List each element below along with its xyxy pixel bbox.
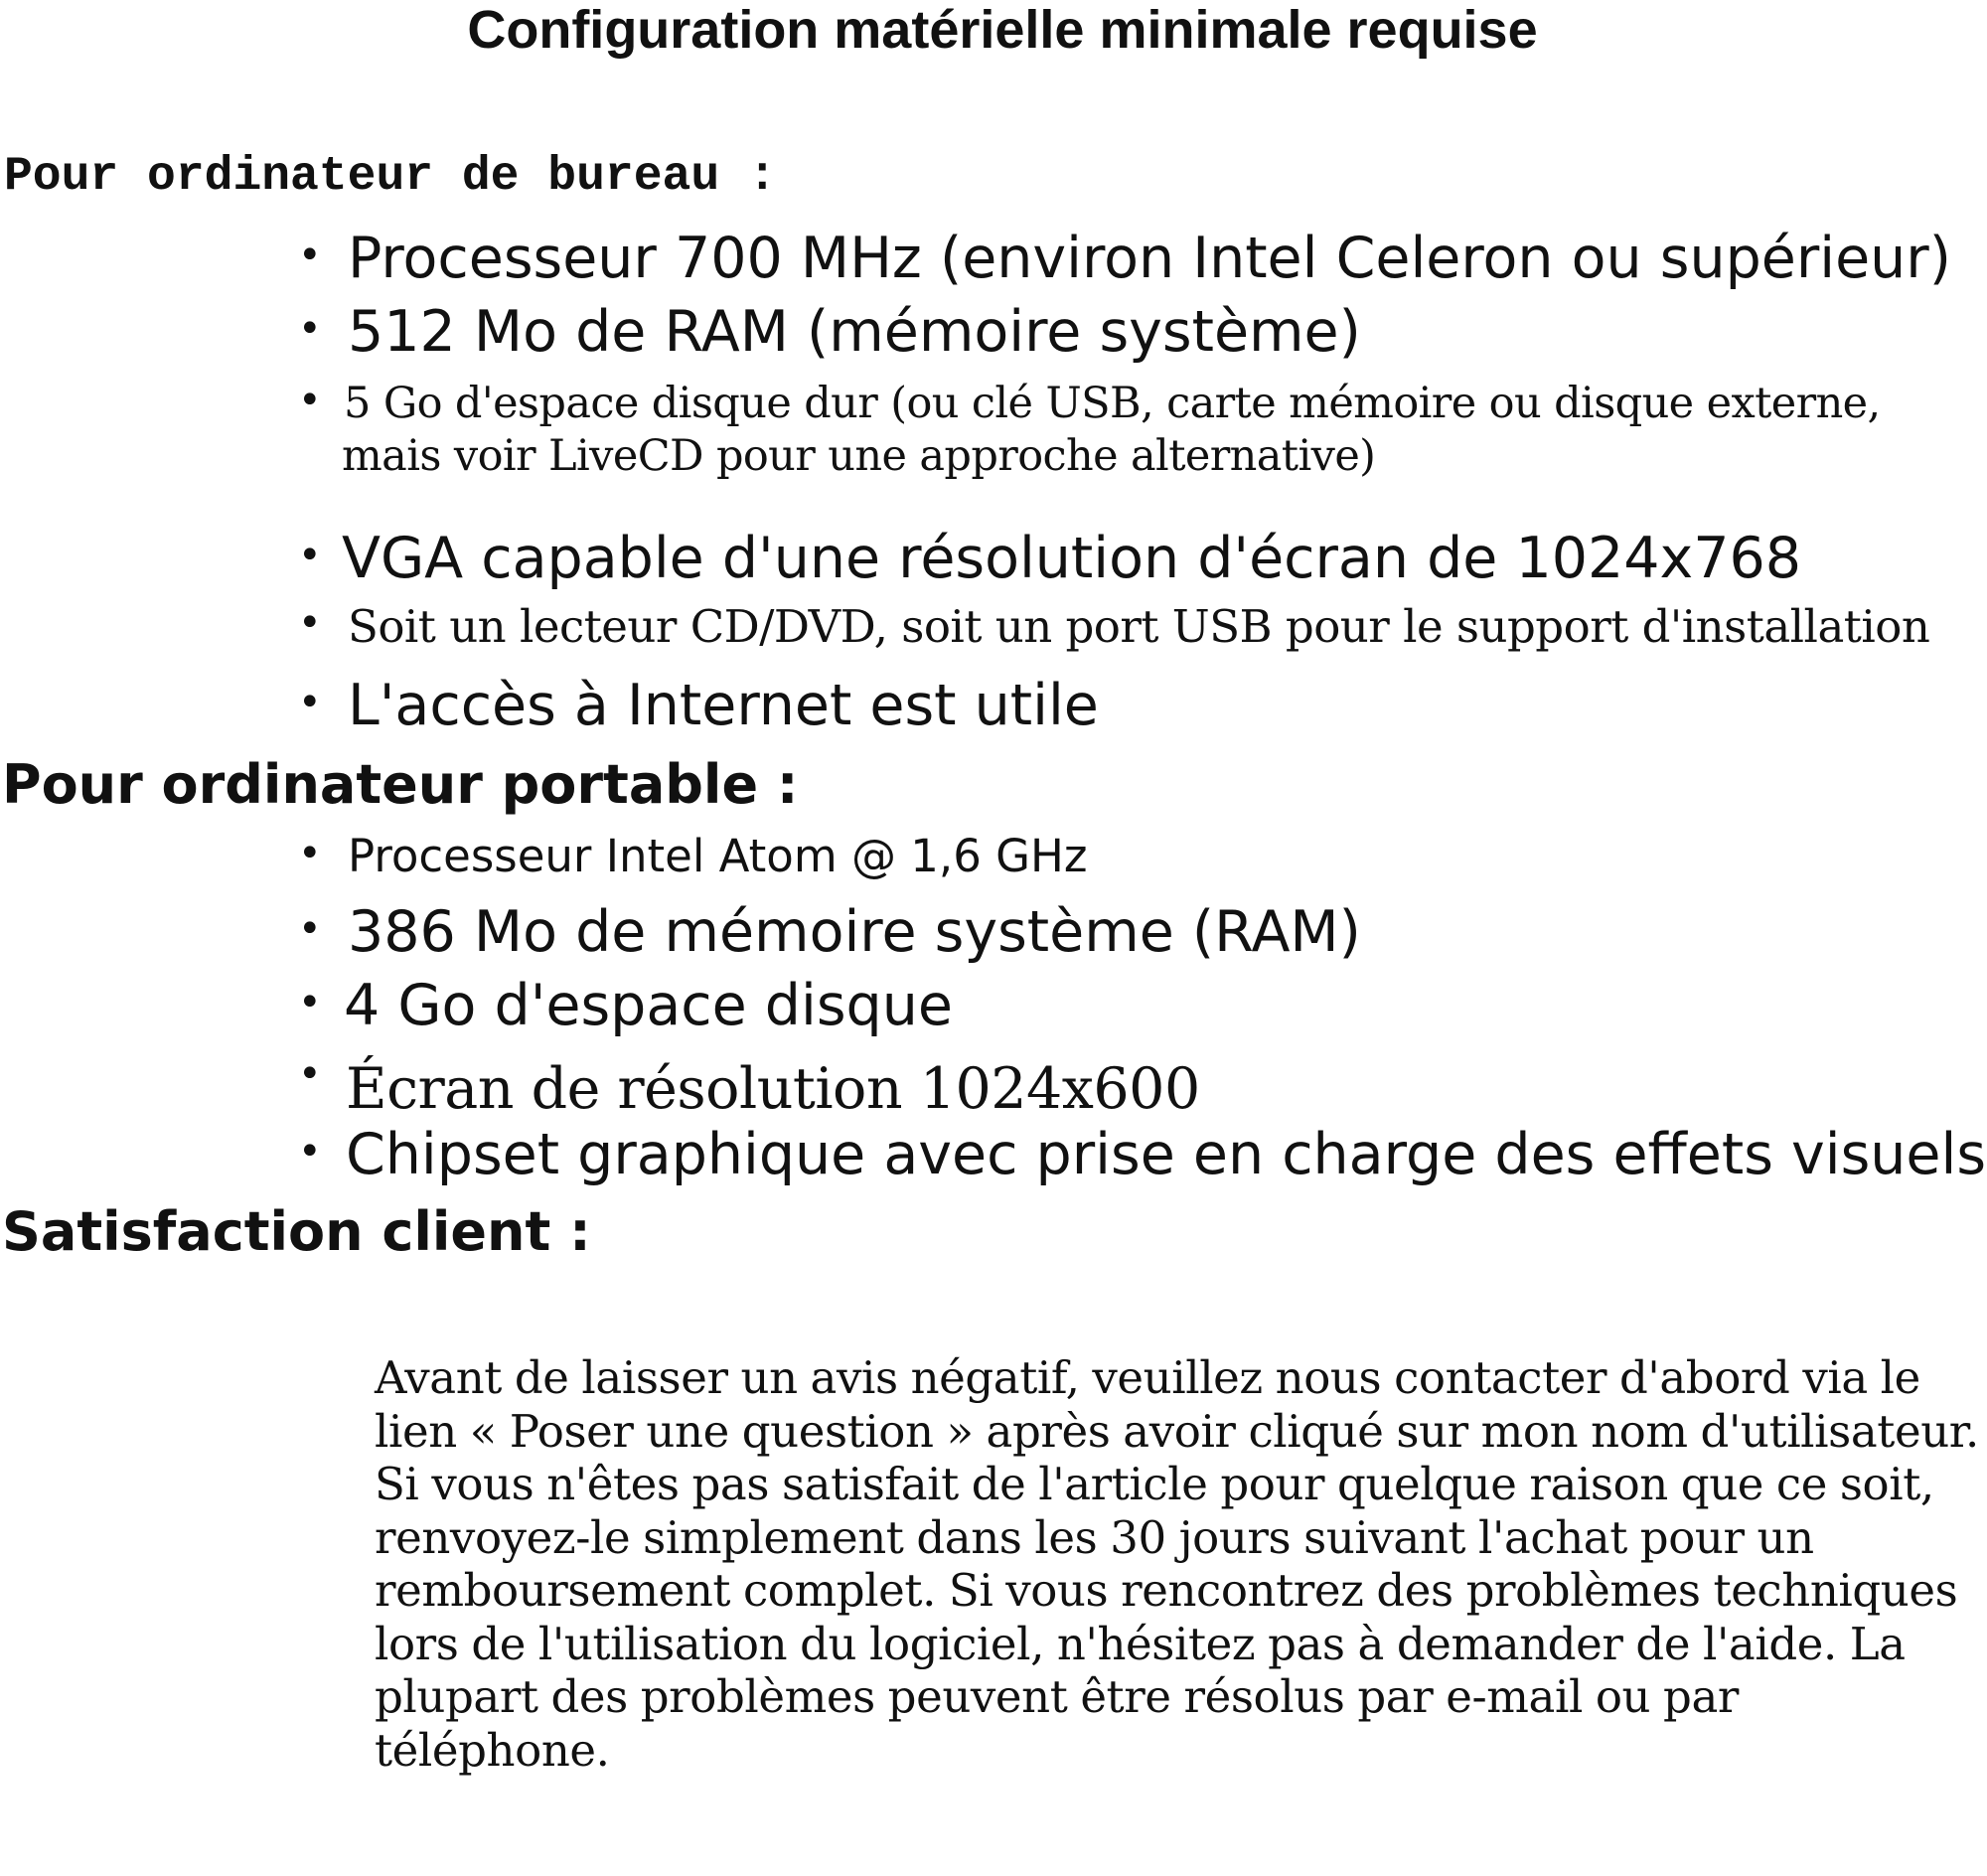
satisfaction-heading: Satisfaction client :	[2, 1200, 591, 1263]
list-item-text: mais voir LiveCD pour une approche alternative)	[342, 431, 1376, 481]
list-item-text: Écran de résolution 1024x600	[346, 1056, 1200, 1122]
bullet-icon: •	[298, 378, 322, 423]
list-item-text: Processeur 700 MHz (environ Intel Celeron ou supérieur)	[348, 226, 1951, 291]
list-item-text: 512 Mo de RAM (mémoire système)	[348, 299, 1361, 365]
list-item-text: Soit un lecteur CD/DVD, soit un port USB pour le support d'installation	[348, 600, 1930, 653]
list-item-text: Processeur Intel Atom @ 1,6 GHz	[348, 830, 1088, 882]
list-item-text: Chipset graphique avec prise en charge des effets visuels	[346, 1122, 1987, 1187]
page-title	[0, 0, 1987, 60]
list-item-text: VGA capable d'une résolution d'écran de 1024x768	[342, 526, 1802, 591]
bullet-icon: •	[298, 533, 322, 578]
bullet-icon: •	[298, 1051, 322, 1097]
list-item-text: 386 Mo de mémoire système (RAM)	[348, 899, 1361, 965]
page-title-text: Configuration matérielle minimale requise	[467, 0, 1538, 60]
list-item-text: 4 Go d'espace disque	[344, 973, 953, 1038]
desktop-heading: Pour ordinateur de bureau :	[4, 150, 777, 204]
bullet-icon: •	[298, 306, 322, 352]
list-item-text: 5 Go d'espace disque dur (ou clé USB, carte mémoire ou disque externe,	[344, 379, 1881, 428]
bullet-icon: •	[298, 1129, 322, 1174]
bullet-icon: •	[298, 906, 322, 952]
satisfaction-paragraph: Avant de laisser un avis négatif, veuillez nous contacter d'abord via le lien « Poser une question » après avoir cliqué sur mon nom d'utilisateur. Si vous n'êtes pas satisfait de l'article pour quelque raison que ce soit, renvoyez-le simplement dans les 30 jours suivant l'achat pour un remboursement complet. Si vous rencontrez des problèmes techniques lors de l'utilisation du logiciel, n'hésitez pas à demander de l'aide. La plupart des problèmes peuvent être résolus par e-mail ou par téléphone.	[375, 1351, 1979, 1777]
bullet-icon: •	[298, 600, 322, 646]
bullet-icon: •	[298, 980, 322, 1025]
list-item-text: L'accès à Internet est utile	[348, 673, 1099, 738]
bullet-icon: •	[298, 831, 322, 876]
bullet-icon: •	[298, 680, 322, 725]
laptop-heading: Pour ordinateur portable :	[2, 753, 799, 816]
bullet-icon: •	[298, 233, 322, 278]
